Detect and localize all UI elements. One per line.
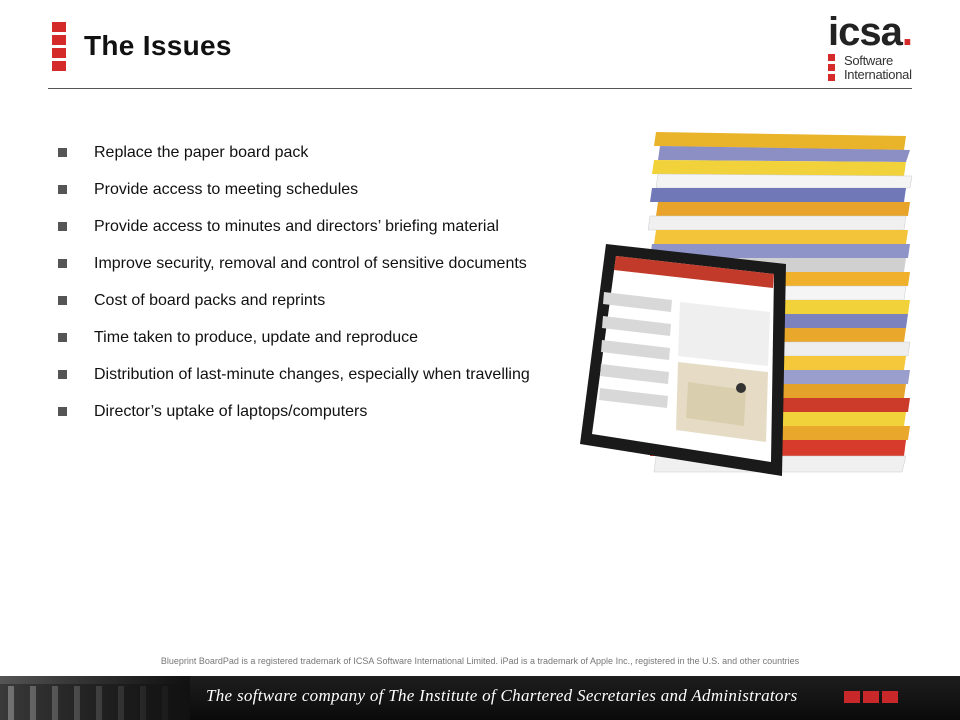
logo-marks-icon [828, 54, 836, 84]
bullet-icon [58, 222, 67, 231]
logo-subtitle: Software International [844, 53, 912, 82]
icsa-logo [824, 10, 924, 82]
list-item: Improve security, removal and control of sensitive documents [58, 245, 544, 282]
bullet-icon [58, 296, 67, 305]
list-item: Director’s uptake of laptops/computers [58, 393, 578, 430]
footer-tagline: The software company of The Institute of Chartered Secretaries and Administrators [206, 686, 798, 705]
title-marker-icon [52, 22, 66, 74]
slide-title: The Issues [84, 30, 232, 61]
bullet-icon [58, 333, 67, 342]
bullet-icon [58, 259, 67, 268]
bullet-icon [58, 407, 67, 416]
bullet-icon [58, 370, 67, 379]
list-item: Distribution of last-minute changes, especially when travelling [58, 356, 554, 393]
footer-marks-icon [844, 690, 901, 708]
bullet-icon [58, 185, 67, 194]
list-item: Provide access to minutes and directors’ briefing material [58, 208, 578, 245]
list-item: Provide access to meeting schedules [58, 171, 578, 208]
tablet-and-folders-illustration [576, 126, 916, 526]
list-item: Replace the paper board pack [58, 134, 578, 171]
building-photo-icon [0, 676, 190, 720]
issues-list [58, 134, 578, 430]
list-item: Time taken to produce, update and reproduce [58, 319, 578, 356]
tablet-icon [580, 244, 786, 476]
bullet-icon [58, 148, 67, 157]
logo-wordmark: icsa. [828, 10, 912, 54]
title-divider [48, 88, 912, 89]
trademark-footnote: Blueprint BoardPad is a registered trademark of ICSA Software International Limited. iPad is a trademark of Apple Inc., registered in the U.S. and other countries [160, 656, 800, 666]
list-item: Cost of board packs and reprints [58, 282, 578, 319]
footer-bar [0, 676, 960, 720]
